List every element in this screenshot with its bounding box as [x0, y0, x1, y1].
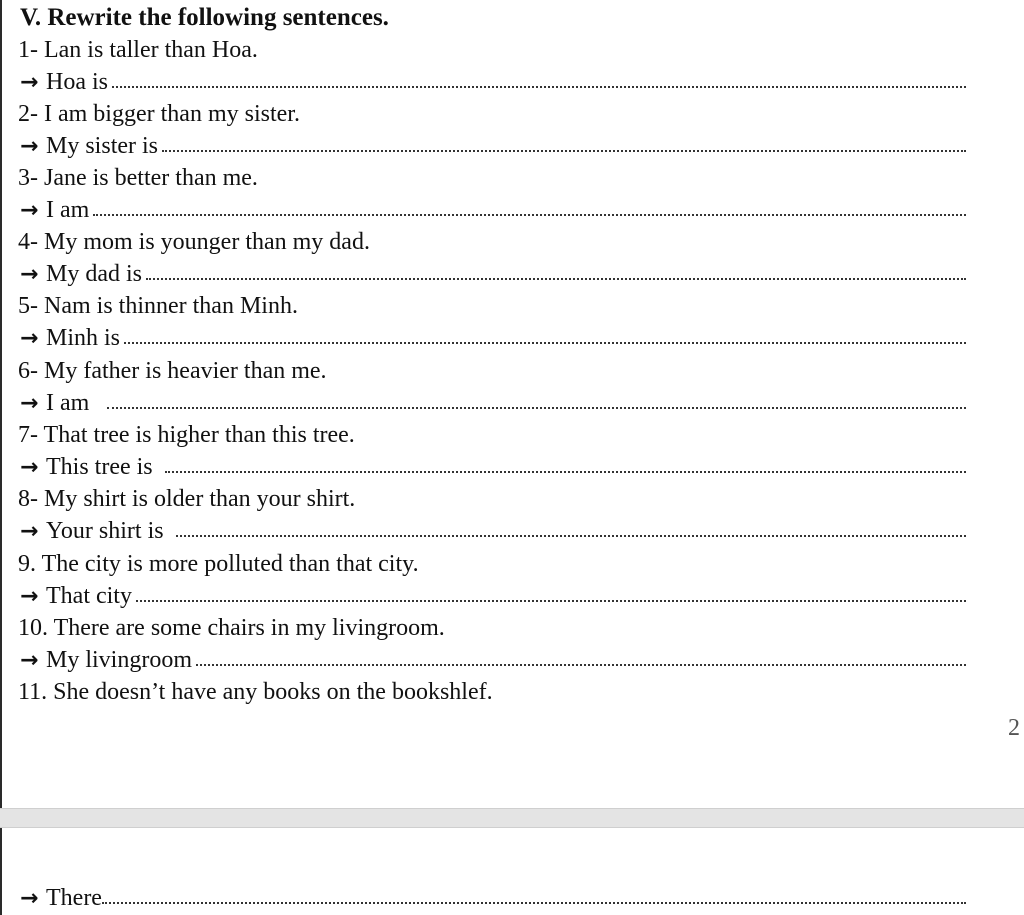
arrow-right-icon: →: [20, 584, 39, 609]
page-break-gap: [0, 808, 1024, 828]
answer-blank-6[interactable]: [107, 389, 966, 409]
answer-line-7[interactable]: [20, 453, 966, 481]
answer-stem-9: That city: [46, 583, 132, 609]
arrow-right-icon: →: [20, 648, 39, 673]
answer-blank-9[interactable]: [136, 582, 966, 602]
arrow-right-icon: →: [20, 391, 39, 416]
answer-line-4[interactable]: [20, 260, 966, 288]
document-page-bottom: [0, 828, 1024, 915]
answer-line-9[interactable]: [20, 582, 966, 610]
answer-stem-5: Minh is: [46, 325, 121, 351]
question-4: 4- My mom is younger than my dad.: [18, 229, 370, 255]
question-1: 1- Lan is taller than Hoa.: [18, 37, 258, 63]
question-9: 9. The city is more polluted than that city.: [18, 551, 419, 577]
answer-line-10[interactable]: [20, 646, 966, 674]
arrow-right-icon: →: [20, 326, 39, 351]
question-3: 3- Jane is better than me.: [18, 165, 258, 191]
answer-blank-7[interactable]: [165, 453, 966, 473]
question-8: 8- My shirt is older than your shirt.: [18, 486, 356, 512]
arrow-right-icon: →: [20, 886, 39, 911]
question-6: 6- My father is heavier than me.: [18, 358, 327, 384]
answer-stem-3: I am: [46, 197, 90, 223]
answer-blank-2[interactable]: [162, 132, 966, 152]
answer-line-8[interactable]: [20, 517, 966, 545]
question-7: 7- That tree is higher than this tree.: [18, 422, 355, 448]
answer-line-2[interactable]: [20, 132, 966, 160]
answer-stem-11: There: [46, 885, 102, 911]
answer-line-6[interactable]: [20, 389, 966, 417]
question-5: 5- Nam is thinner than Minh.: [18, 293, 298, 319]
arrow-right-icon: →: [20, 198, 39, 223]
answer-stem-6: I am: [46, 390, 90, 416]
answer-blank-5[interactable]: [124, 324, 966, 344]
arrow-right-icon: →: [20, 519, 39, 544]
answer-blank-1[interactable]: [112, 68, 966, 88]
question-10: 10. There are some chairs in my livingroom.: [18, 615, 445, 641]
answer-stem-1: Hoa is: [46, 69, 108, 95]
answer-stem-10: My livingroom: [46, 647, 193, 673]
question-11: 11. She doesn’t have any books on the bookshlef.: [18, 679, 493, 705]
arrow-right-icon: →: [20, 70, 39, 95]
question-2: 2- I am bigger than my sister.: [18, 101, 300, 127]
arrow-right-icon: →: [20, 455, 39, 480]
answer-blank-11[interactable]: [102, 884, 966, 904]
answer-stem-4: My dad is: [46, 261, 142, 287]
answer-stem-8: Your shirt is: [46, 518, 164, 544]
page-number: 2: [1008, 715, 1020, 741]
answer-line-5[interactable]: [20, 324, 966, 352]
answer-line-11[interactable]: [20, 884, 966, 912]
answer-line-1[interactable]: [20, 68, 966, 96]
arrow-right-icon: →: [20, 262, 39, 287]
answer-blank-3[interactable]: [93, 196, 966, 216]
exercise-heading: V. Rewrite the following sentences.: [20, 4, 389, 31]
arrow-right-icon: →: [20, 134, 39, 159]
answer-stem-2: My sister is: [46, 133, 159, 159]
answer-blank-8[interactable]: [176, 517, 966, 537]
answer-blank-4[interactable]: [146, 260, 966, 280]
answer-stem-7: This tree is: [46, 454, 153, 480]
answer-blank-10[interactable]: [196, 646, 966, 666]
answer-line-3[interactable]: [20, 196, 966, 224]
